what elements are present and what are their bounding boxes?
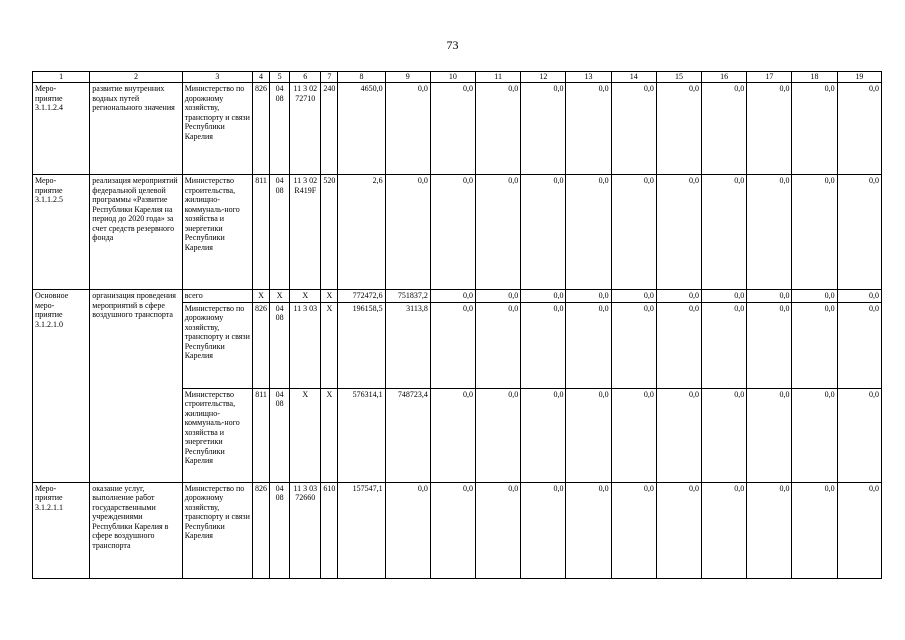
- value-cell: 0,0: [611, 482, 656, 578]
- value-cell: 0,0: [521, 83, 566, 175]
- rzpr-cell: 04 08: [270, 482, 290, 578]
- column-header: 2: [90, 72, 182, 83]
- value-cell: 0,0: [792, 83, 837, 175]
- value-cell: 0,0: [611, 388, 656, 482]
- executor-cell: Министерство по дорожному хозяйству, транспорту и связи Республики Карелия: [182, 83, 252, 175]
- measure-code: Меро- приятие 3.1.1.2.4: [33, 83, 90, 175]
- value-cell: 772472,6: [338, 290, 385, 303]
- executor-cell: Министерство строительства, жилищно-коммуналь-ного хозяйства и энергетики Республики Карелия: [182, 388, 252, 482]
- value-cell: 0,0: [566, 83, 611, 175]
- value-cell: 0,0: [702, 83, 747, 175]
- grbs-cell: 826: [253, 302, 270, 388]
- table-body: [33, 72, 882, 579]
- executor-cell: всего: [182, 290, 252, 303]
- value-cell: 0,0: [430, 388, 475, 482]
- column-header: 18: [792, 72, 837, 83]
- value-cell: 0,0: [656, 175, 701, 290]
- value-cell: 3113,8: [385, 302, 430, 388]
- value-cell: 576314,1: [338, 388, 385, 482]
- table-row: [33, 83, 882, 175]
- page-number: 73: [446, 38, 459, 52]
- csr-cell: 11 3 02 72710: [290, 83, 321, 175]
- value-cell: 196158,5: [338, 302, 385, 388]
- value-cell: 157547,1: [338, 482, 385, 578]
- csr-cell: 11 3 02 R419F: [290, 175, 321, 290]
- value-cell: 0,0: [747, 83, 792, 175]
- table-row: [33, 482, 882, 578]
- rzpr-cell: 04 08: [270, 175, 290, 290]
- grbs-cell: 811: [253, 175, 270, 290]
- value-cell: 0,0: [837, 482, 881, 578]
- measure-code: Меро- приятие 3.1.1.2.5: [33, 175, 90, 290]
- measure-name: развитие внутренних водных путей регионального значения: [90, 83, 182, 175]
- value-cell: 0,0: [611, 175, 656, 290]
- value-cell: 0,0: [792, 388, 837, 482]
- value-cell: 0,0: [566, 290, 611, 303]
- value-cell: 0,0: [656, 290, 701, 303]
- value-cell: 0,0: [792, 290, 837, 303]
- value-cell: 0,0: [566, 175, 611, 290]
- column-header: 16: [702, 72, 747, 83]
- value-cell: 2,6: [338, 175, 385, 290]
- csr-cell: 11 3 03: [290, 302, 321, 388]
- table-row: [33, 290, 882, 303]
- value-cell: 0,0: [656, 83, 701, 175]
- value-cell: 0,0: [385, 175, 430, 290]
- vr-cell: 240: [321, 83, 338, 175]
- value-cell: 0,0: [430, 175, 475, 290]
- value-cell: 0,0: [611, 302, 656, 388]
- column-header: 7: [321, 72, 338, 83]
- value-cell: 0,0: [792, 302, 837, 388]
- column-header: 3: [182, 72, 252, 83]
- table-row: [33, 175, 882, 290]
- rzpr-cell: 04 08: [270, 83, 290, 175]
- column-header: 14: [611, 72, 656, 83]
- value-cell: 0,0: [747, 388, 792, 482]
- column-header: 13: [566, 72, 611, 83]
- value-cell: 0,0: [792, 482, 837, 578]
- value-cell: 4650,0: [338, 83, 385, 175]
- column-header: 9: [385, 72, 430, 83]
- value-cell: 0,0: [521, 482, 566, 578]
- value-cell: 0,0: [702, 482, 747, 578]
- column-header: 8: [338, 72, 385, 83]
- value-cell: 0,0: [837, 83, 881, 175]
- measure-name: реализация мероприятий федеральной целевой программы «Развитие Республики Карелия на период до 2020 года» за счет средств резервного фонда: [90, 175, 182, 290]
- value-cell: 0,0: [656, 388, 701, 482]
- column-header: 5: [270, 72, 290, 83]
- grbs-cell: 811: [253, 388, 270, 482]
- value-cell: 748723,4: [385, 388, 430, 482]
- grbs-cell: 826: [253, 482, 270, 578]
- value-cell: 0,0: [747, 175, 792, 290]
- value-cell: 0,0: [476, 302, 521, 388]
- value-cell: 0,0: [702, 302, 747, 388]
- value-cell: 0,0: [702, 175, 747, 290]
- value-cell: 0,0: [611, 83, 656, 175]
- value-cell: 0,0: [837, 175, 881, 290]
- column-header: 17: [747, 72, 792, 83]
- value-cell: 0,0: [702, 290, 747, 303]
- value-cell: 0,0: [476, 290, 521, 303]
- value-cell: 0,0: [385, 83, 430, 175]
- vr-cell: X: [321, 302, 338, 388]
- value-cell: 0,0: [430, 290, 475, 303]
- value-cell: 0,0: [430, 83, 475, 175]
- value-cell: 0,0: [476, 83, 521, 175]
- value-cell: 0,0: [837, 302, 881, 388]
- value-cell: 0,0: [566, 302, 611, 388]
- value-cell: 0,0: [521, 388, 566, 482]
- value-cell: 0,0: [656, 302, 701, 388]
- value-cell: 0,0: [837, 388, 881, 482]
- vr-cell: 610: [321, 482, 338, 578]
- measure-code: Основное меро- приятие 3.1.2.1.0: [33, 290, 90, 483]
- value-cell: 0,0: [521, 290, 566, 303]
- column-header: 1: [33, 72, 90, 83]
- executor-cell: Министерство строительства, жилищно-коммуналь-ного хозяйства и энергетики Республики Карелия: [182, 175, 252, 290]
- csr-cell: X: [290, 290, 321, 303]
- grbs-cell: X: [253, 290, 270, 303]
- header-row: [33, 72, 882, 83]
- value-cell: 0,0: [566, 482, 611, 578]
- vr-cell: 520: [321, 175, 338, 290]
- executor-cell: Министерство по дорожному хозяйству, транспорту и связи Республики Карелия: [182, 302, 252, 388]
- measure-name: организация проведения мероприятий в сфере воздушного транспорта: [90, 290, 182, 483]
- value-cell: 0,0: [521, 175, 566, 290]
- value-cell: 0,0: [430, 302, 475, 388]
- rzpr-cell: X: [270, 290, 290, 303]
- value-cell: 0,0: [476, 482, 521, 578]
- value-cell: 0,0: [747, 482, 792, 578]
- value-cell: 0,0: [792, 175, 837, 290]
- budget-table: [32, 71, 882, 579]
- column-header: 4: [253, 72, 270, 83]
- vr-cell: X: [321, 290, 338, 303]
- measure-code: Меро- приятие 3.1.2.1.1: [33, 482, 90, 578]
- column-header: 6: [290, 72, 321, 83]
- value-cell: 0,0: [702, 388, 747, 482]
- value-cell: 0,0: [430, 482, 475, 578]
- csr-cell: 11 3 03 72660: [290, 482, 321, 578]
- rzpr-cell: 04 08: [270, 388, 290, 482]
- value-cell: 0,0: [385, 482, 430, 578]
- value-cell: 0,0: [476, 388, 521, 482]
- grbs-cell: 826: [253, 83, 270, 175]
- measure-name: оказание услуг, выполнение работ государственными учреждениями Республики Карелия в сфере воздушного транспорта: [90, 482, 182, 578]
- value-cell: 0,0: [747, 290, 792, 303]
- csr-cell: X: [290, 388, 321, 482]
- column-header: 12: [521, 72, 566, 83]
- value-cell: 0,0: [747, 302, 792, 388]
- vr-cell: X: [321, 388, 338, 482]
- executor-cell: Министерство по дорожному хозяйству, транспорту и связи Республики Карелия: [182, 482, 252, 578]
- column-header: 11: [476, 72, 521, 83]
- value-cell: 0,0: [476, 175, 521, 290]
- column-header: 10: [430, 72, 475, 83]
- value-cell: 0,0: [521, 302, 566, 388]
- rzpr-cell: 04 08: [270, 302, 290, 388]
- value-cell: 751837,2: [385, 290, 430, 303]
- value-cell: 0,0: [611, 290, 656, 303]
- value-cell: 0,0: [566, 388, 611, 482]
- column-header: 19: [837, 72, 881, 83]
- column-header: 15: [656, 72, 701, 83]
- value-cell: 0,0: [837, 290, 881, 303]
- value-cell: 0,0: [656, 482, 701, 578]
